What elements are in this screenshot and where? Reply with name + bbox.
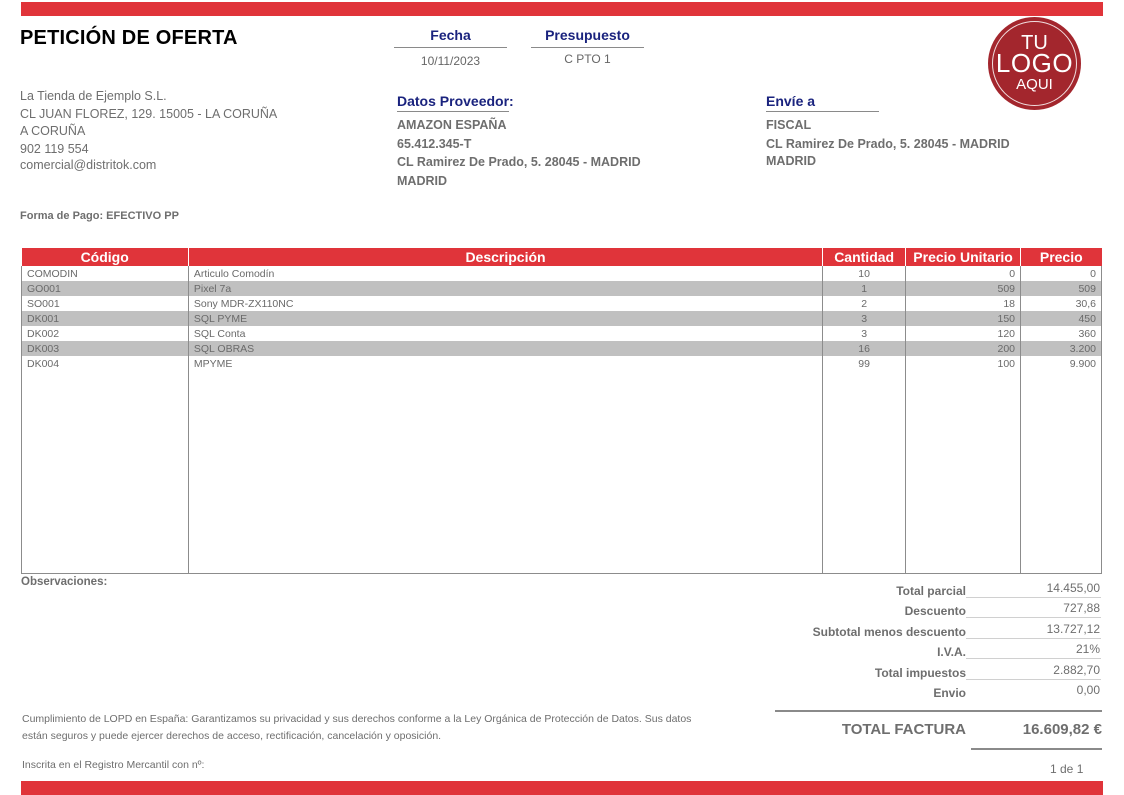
fecha-block — [394, 27, 507, 68]
cell-precio: 3.200 — [1021, 341, 1102, 356]
lopd-notice — [22, 711, 691, 745]
total-row — [766, 659, 1102, 680]
cell-precio-unitario: 0 — [906, 266, 1021, 281]
presupuesto-block — [531, 27, 644, 66]
top-red-bar — [21, 2, 1103, 16]
ship-to-address: CL Ramirez De Prado, 5. 28045 - MADRID — [766, 136, 1010, 151]
total-value: 727,88 — [966, 601, 1101, 618]
cell-cantidad: 1 — [823, 281, 906, 296]
table-empty-area — [22, 371, 1102, 573]
cell-codigo: DK002 — [22, 326, 189, 341]
logo-line-1: TU — [1021, 32, 1048, 54]
logo-line-2: LOGO — [995, 48, 1074, 78]
company-phone: 902 119 554 — [20, 141, 89, 156]
items-table — [21, 248, 1102, 574]
cell-precio: 9.900 — [1021, 356, 1102, 371]
column-header-cantidad: Cantidad — [823, 248, 906, 266]
total-value: 0,00 — [1076, 683, 1100, 697]
cell-descripcion: MPYME — [188, 356, 822, 371]
ship-to-title: Envíe a — [766, 93, 879, 112]
total-value: 13.727,12 — [966, 622, 1101, 639]
ship-to-details — [766, 116, 1066, 169]
empty-cell — [22, 371, 189, 573]
total-factura-row — [775, 721, 1102, 738]
supplier-details — [397, 116, 697, 190]
empty-cell — [906, 371, 1021, 573]
cell-descripcion: Sony MDR-ZX110NC — [188, 296, 822, 311]
supplier-title: Datos Proveedor: — [397, 93, 509, 112]
total-factura-top-line — [775, 710, 1102, 712]
lopd-line-1: Cumplimiento de LOPD en España: Garantizamos su privacidad y sus derechos conforme a la Ley Orgánica de Protección de Datos. Sus datos — [22, 713, 692, 725]
document-title: PETICIÓN DE OFERTA — [20, 27, 238, 49]
total-row — [766, 618, 1102, 639]
empty-cell — [823, 371, 906, 573]
total-row — [766, 680, 1102, 701]
supplier-block — [397, 93, 697, 190]
page-indicator: 1 de 1 — [1050, 762, 1084, 776]
company-email: comercial@distritok.com — [20, 157, 157, 172]
ship-to-type: FISCAL — [766, 118, 812, 132]
cell-precio: 509 — [1021, 281, 1102, 296]
totals-block — [766, 577, 1102, 700]
lopd-line-2: están seguros y puede ejercer derechos de acceso, rectificación, cancelación y oposición. — [22, 730, 442, 742]
cell-cantidad: 99 — [823, 356, 906, 371]
cell-cantidad: 16 — [823, 341, 906, 356]
cell-descripcion: SQL Conta — [188, 326, 822, 341]
fecha-value: 10/11/2023 — [420, 54, 481, 68]
total-value: 14.455,00 — [966, 581, 1101, 598]
presupuesto-value: C PTO 1 — [564, 52, 611, 66]
cell-codigo: DK001 — [22, 311, 189, 326]
table-header-row — [22, 248, 1102, 266]
cell-cantidad: 10 — [823, 266, 906, 281]
table-row — [22, 326, 1102, 341]
cell-descripcion: SQL OBRAS — [188, 341, 822, 356]
cell-precio: 450 — [1021, 311, 1102, 326]
total-factura-label: TOTAL FACTURA — [841, 721, 966, 738]
cell-codigo: COMODIN — [22, 266, 189, 281]
total-row — [766, 577, 1102, 598]
column-header-codigo: Código — [22, 248, 189, 266]
cell-codigo: SO001 — [22, 296, 189, 311]
presupuesto-label: Presupuesto — [531, 27, 644, 48]
cell-codigo: DK004 — [22, 356, 189, 371]
cell-precio-unitario: 18 — [906, 296, 1021, 311]
cell-cantidad: 3 — [823, 326, 906, 341]
cell-precio-unitario: 509 — [906, 281, 1021, 296]
supplier-name: AMAZON ESPAÑA — [397, 118, 507, 132]
payment-method: Forma de Pago: EFECTIVO PP — [20, 210, 179, 222]
cell-descripcion: Pixel 7a — [188, 281, 822, 296]
table-row — [22, 281, 1102, 296]
total-row — [766, 598, 1102, 619]
total-label: Total parcial — [896, 583, 966, 598]
total-factura-value: 16.609,82 € — [1022, 721, 1102, 738]
cell-precio-unitario: 120 — [906, 326, 1021, 341]
cell-precio-unitario: 200 — [906, 341, 1021, 356]
registro-mercantil: Inscrita en el Registro Mercantil con nº: — [22, 759, 205, 771]
company-address: CL JUAN FLOREZ, 129. 15005 - LA CORUÑA — [20, 106, 278, 121]
cell-descripcion: Articulo Comodín — [188, 266, 822, 281]
total-label: I.V.A. — [937, 645, 966, 659]
cell-codigo: GO001 — [22, 281, 189, 296]
cell-codigo: DK003 — [22, 341, 189, 356]
supplier-address: CL Ramirez De Prado, 5. 28045 - MADRID — [397, 155, 641, 169]
cell-precio: 0 — [1021, 266, 1102, 281]
cell-descripcion: SQL PYME — [188, 311, 822, 326]
fecha-label: Fecha — [394, 27, 507, 48]
total-row — [766, 639, 1102, 660]
ship-to-city: MADRID — [766, 154, 816, 168]
empty-cell — [1021, 371, 1102, 573]
total-label: Descuento — [904, 604, 966, 618]
total-value: 21% — [966, 642, 1101, 659]
bottom-red-bar — [21, 781, 1103, 795]
total-value: 2.882,70 — [966, 663, 1101, 680]
company-name: La Tienda de Ejemplo S.L. — [20, 89, 167, 103]
observaciones-label: Observaciones: — [21, 576, 108, 588]
table-row — [22, 356, 1102, 371]
cell-cantidad: 2 — [823, 296, 906, 311]
cell-precio: 360 — [1021, 326, 1102, 341]
column-header-precio: Precio — [1021, 248, 1102, 266]
cell-precio-unitario: 100 — [906, 356, 1021, 371]
table-row — [22, 296, 1102, 311]
table-row — [22, 266, 1102, 281]
cell-cantidad: 3 — [823, 311, 906, 326]
table-row — [22, 311, 1102, 326]
supplier-city: MADRID — [397, 173, 447, 188]
cell-precio: 30,6 — [1021, 296, 1102, 311]
table-row — [22, 341, 1102, 356]
total-factura-bottom-line — [971, 748, 1102, 750]
ship-to-block — [766, 93, 1066, 169]
company-city: A CORUÑA — [20, 124, 86, 138]
column-header-descripcion: Descripción — [188, 248, 822, 266]
total-label: Envio — [933, 686, 966, 700]
column-header-precio-unitario: Precio Unitario — [906, 248, 1021, 266]
company-info — [20, 88, 277, 173]
total-label: Subtotal menos descuento — [812, 624, 966, 639]
logo-line-3: AQUI — [1016, 76, 1053, 93]
cell-precio-unitario: 150 — [906, 311, 1021, 326]
supplier-tax-id: 65.412.345-T — [397, 136, 472, 151]
total-label: Total impuestos — [874, 665, 966, 680]
empty-cell — [188, 371, 822, 573]
